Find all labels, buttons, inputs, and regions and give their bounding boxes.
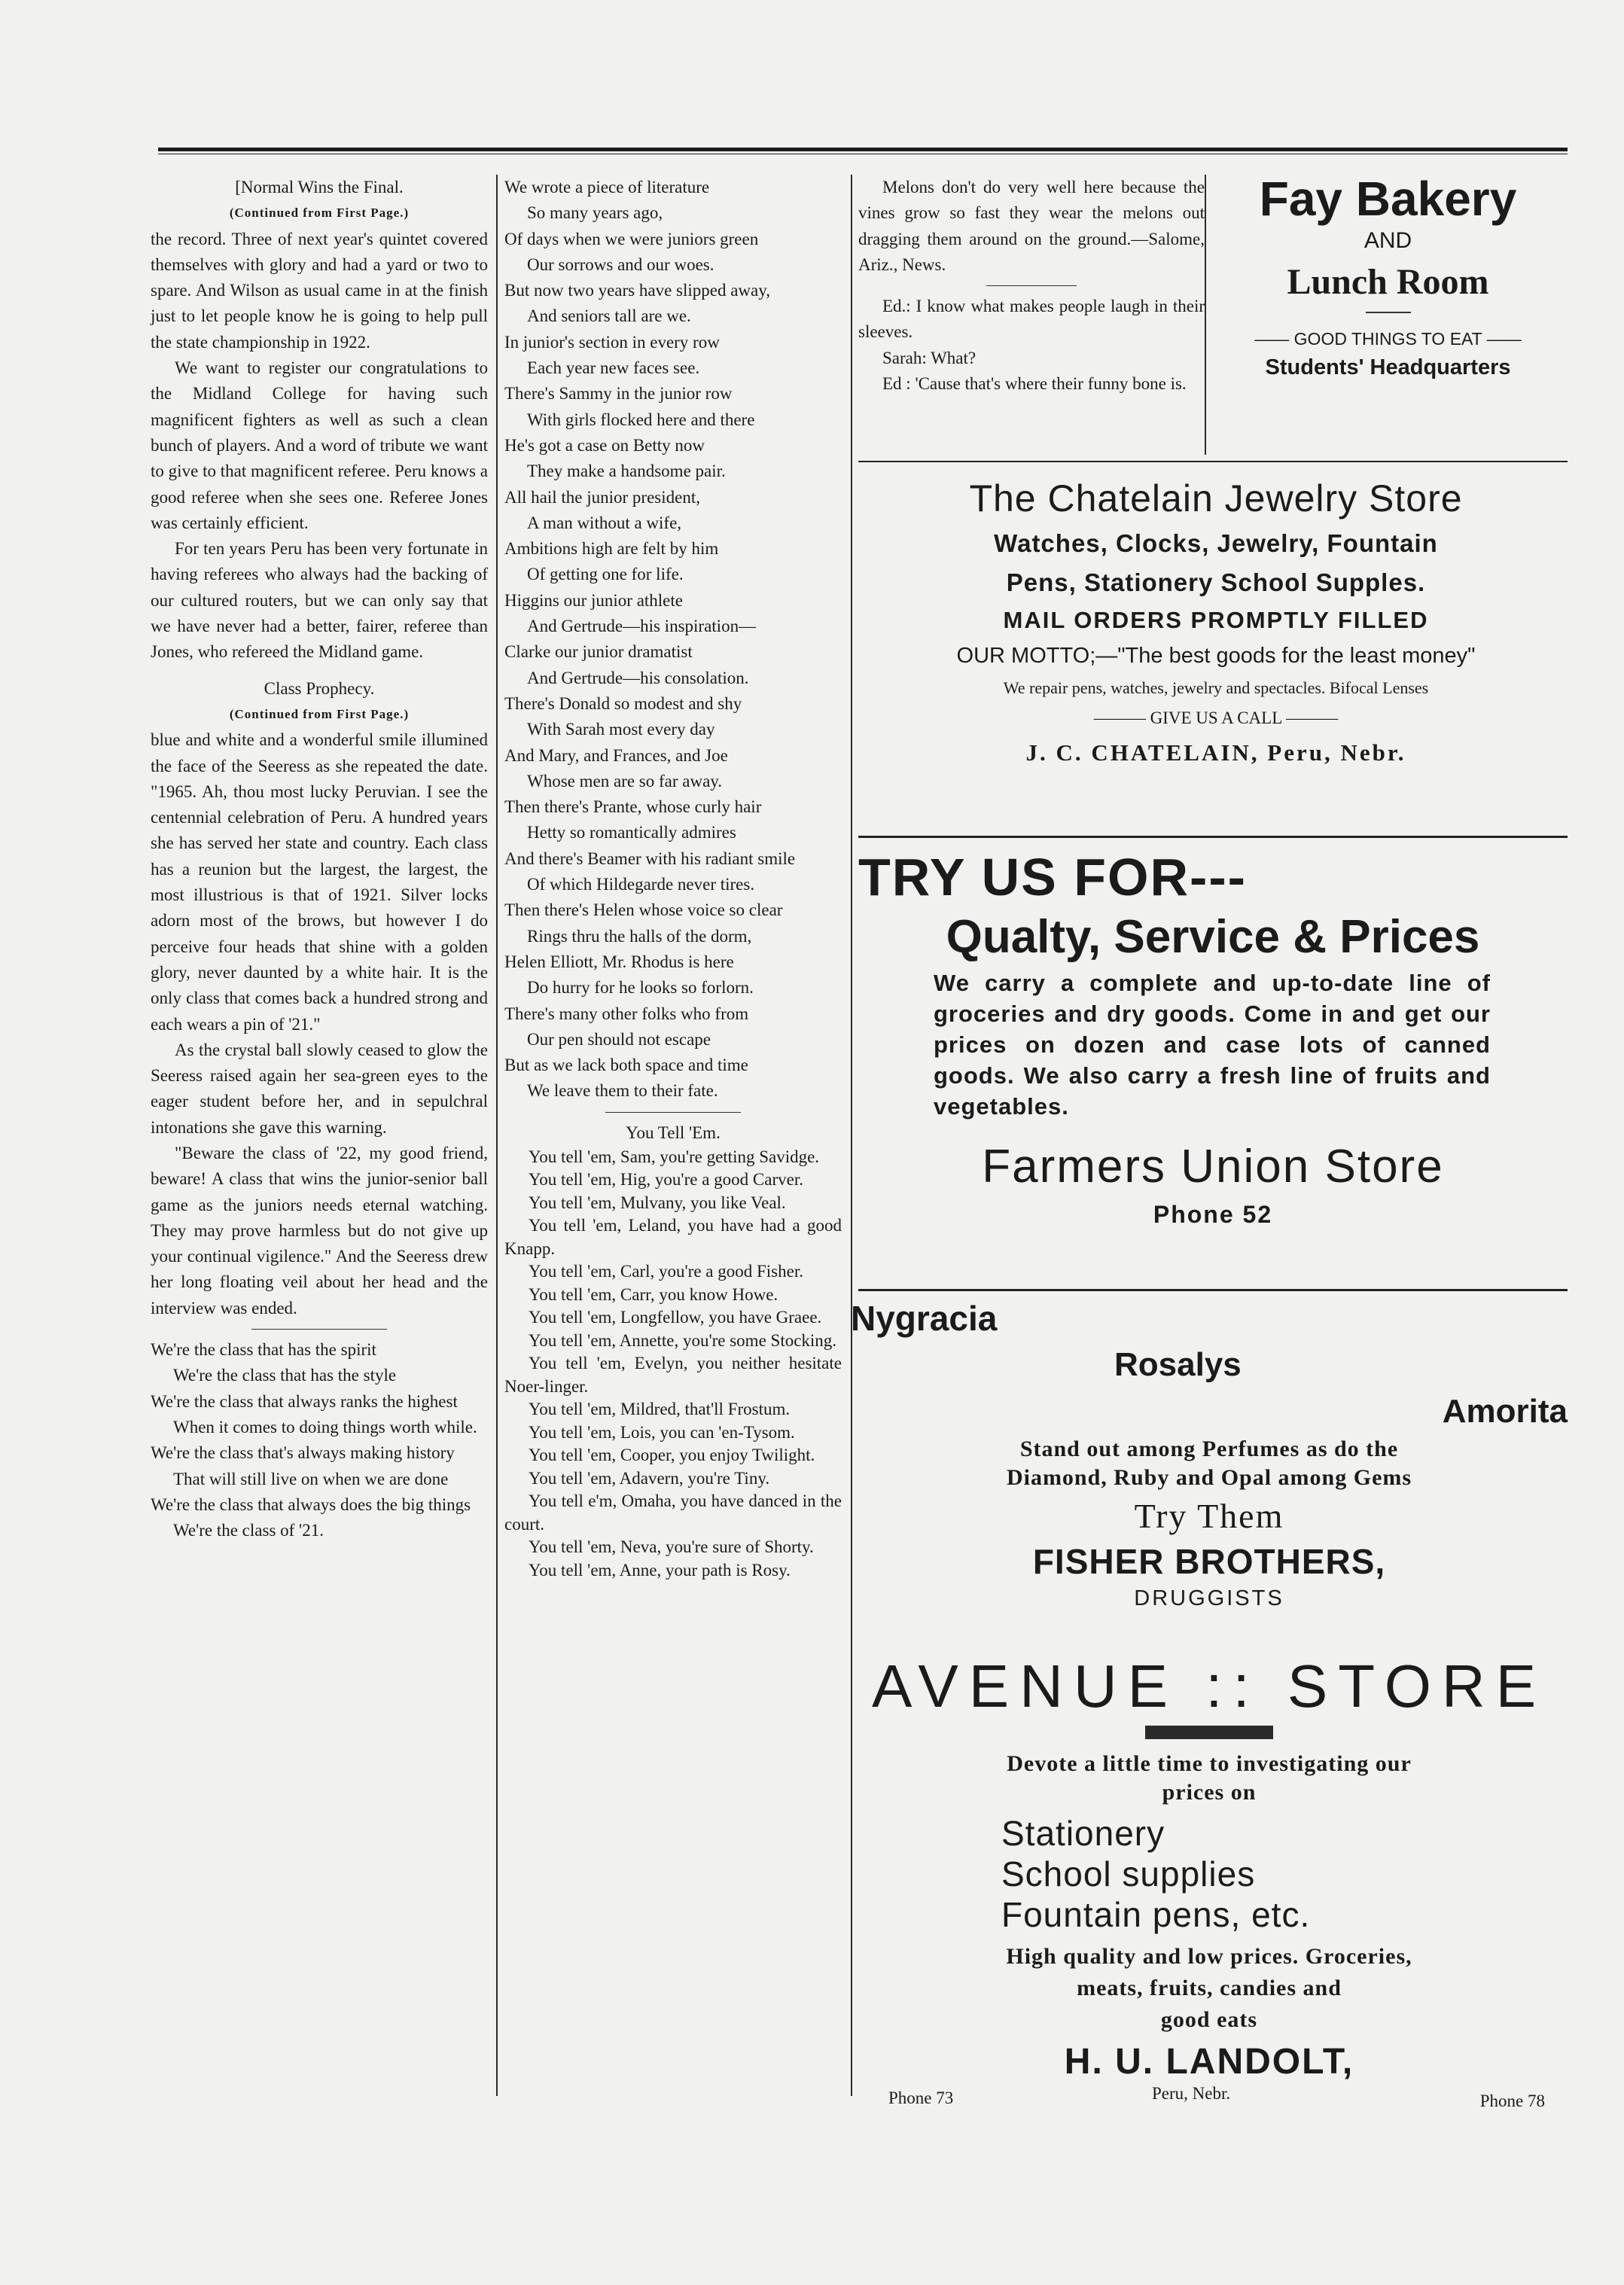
paragraph: For ten years Peru has been very fortunate in having referees who always had the backing of our cultured routers, but we can only say that we have never had a better, fairer, referee than Jones, who refereed the Midland game. — [151, 539, 488, 662]
perfume-rosalys: Rosalys — [1114, 1346, 1242, 1383]
fisher-name: FISHER BROTHERS, — [1032, 1542, 1386, 1581]
avenue-item: School supplies — [1001, 1854, 1256, 1894]
you-tell-em-line: You tell 'em, Mildred, that'll Frostum. — [529, 1400, 791, 1419]
avenue-item: Stationery — [1001, 1814, 1165, 1853]
fay-and: AND — [1363, 228, 1412, 253]
farmers-body: We carry a complete and up-to-date line of groceries and dry goods. Come in and get our prices on dozen and case lots of canned goods. We also carry a fresh line of fruits and vegetables. — [934, 970, 1491, 1120]
farmers-store-name: Farmers Union Store — [982, 1141, 1444, 1193]
fay-bakery-ad — [1208, 172, 1568, 382]
paragraph: blue and white and a wonderful smile illumined the face of the Seeress as she repeated the date. "1965. Ah, thou most lucky Peruvian. I see the centennial celebration of Peru. A hundred years she has served her state and country. Each class has a reunion but the largest, the largest, the most illustrious is that of 1921. Silver locks adorn most of the brows, but however I do perceive four heads that shine with a golden glory, never daunted by a white hair. It is the only class that comes back a hundred strong and each wears a pin of '21." — [151, 730, 488, 1034]
ad-rule — [858, 461, 1568, 462]
poem-line: We're the class of '21. — [173, 1521, 324, 1540]
poem-line: And seniors tall are we. — [527, 306, 691, 326]
perfume-nygracia: Nygracia — [851, 1299, 998, 1338]
fisher-druggists: DRUGGISTS — [1134, 1586, 1284, 1610]
poem-line: We leave them to their fate. — [527, 1081, 718, 1101]
poem-line: Higgins our junior athlete — [504, 590, 683, 610]
article-title-you-tell-em: You Tell 'Em. — [626, 1123, 721, 1142]
paragraph: As the crystal ball slowly ceased to glow the Seeress raised again her sea-green eyes to the eager student before her, and in sepulchral intonations she gave this warning. — [151, 1040, 488, 1137]
poem-line: There's many other folks who from — [504, 1004, 749, 1023]
avenue-phone-left: Phone 73 — [888, 2088, 954, 2107]
top-rule — [158, 148, 1568, 154]
dialog-line: Ed : 'Cause that's where their funny bone is. — [882, 374, 1187, 394]
poem-line: Rings thru the halls of the dorm, — [527, 926, 752, 946]
paragraph: We want to register our congratulations to the Midland College for having such magnificent fighters as well as such a clean bunch of players. And a word of tribute we want to give to that magnificent referee. Peru knows a good referee when she sees one. Referee Jones was certainly efficient. — [151, 358, 488, 532]
poem-line: There's Sammy in the junior row — [504, 384, 733, 404]
poem-line: Ambitions high are felt by him — [504, 539, 719, 559]
chatelain-call: ——— GIVE US A CALL ——— — [1093, 708, 1339, 727]
avenue-proprietor: H. U. LANDOLT, — [1064, 2042, 1354, 2082]
ad-rule — [858, 836, 1568, 838]
chatelain-jewelry-ad — [866, 473, 1566, 772]
poem-line: With girls flocked here and there — [527, 410, 755, 429]
poem-line: In junior's section in every row — [504, 332, 720, 352]
poem-line: They make a handsome pair. — [527, 462, 726, 481]
avenue-phone-right: Phone 78 — [1479, 2092, 1545, 2110]
poem-line: He's got a case on Betty now — [504, 435, 705, 455]
you-tell-em-line: You tell 'em, Longfellow, you have Graee. — [529, 1308, 822, 1327]
you-tell-em-line: You tell 'em, Anne, your path is Rosy. — [529, 1560, 791, 1580]
poem-line: Of which Hildegarde never tires. — [527, 875, 755, 894]
you-tell-em-line: You tell 'em, Carr, you know Howe. — [529, 1284, 778, 1304]
fay-good-things: —— GOOD THINGS TO EAT —— — [1254, 329, 1522, 349]
poem-line: And Gertrude—his consolation. — [527, 668, 749, 687]
you-tell-em-line: You tell e'm, Omaha, you have danced in the court. — [504, 1491, 842, 1534]
fisher-body-2: Diamond, Ruby and Opal among Gems — [1006, 1465, 1412, 1490]
fisher-brothers-ad — [851, 1295, 1568, 1614]
paragraph: the record. Three of next year's quintet covered themselves with glory and had a yard or two to spare. And Wilson as usual came in at the finish just to let people know he is going to help pull the state championship in 1922. — [151, 229, 488, 352]
you-tell-em-line: You tell 'em, Sam, you're getting Savidge. — [529, 1147, 820, 1166]
avenue-quality-2: meats, fruits, candies and — [1077, 1976, 1342, 2000]
ad-divider — [1205, 175, 1206, 455]
column-divider — [496, 175, 498, 2096]
farmers-union-ad — [858, 847, 1568, 1232]
you-tell-em-list — [504, 1146, 842, 1583]
avenue-quality-1: High quality and low prices. Groceries, — [1006, 1944, 1412, 1969]
ad-rule — [858, 1289, 1568, 1291]
poem-line: We're the class that always does the big things — [151, 1494, 471, 1514]
poem-line: So many years ago, — [527, 203, 663, 223]
poem-line: And Gertrude—his inspiration— — [527, 617, 757, 636]
chatelain-motto: OUR MOTTO;—"The best goods for the least money" — [956, 644, 1476, 668]
separator — [251, 1329, 387, 1330]
column-2 — [504, 175, 842, 1582]
perfume-amorita: Amorita — [1442, 1393, 1568, 1430]
paragraph: "Beware the class of '22, my good friend, beware! A class that wins the junior-senior ball game as the juniors needs eternal watching. They may prove harmless but do not give up your continual vigilence." And the Seeress drew her long floating veil about her head and the interview was ended. — [151, 1143, 488, 1318]
continued-note: (Continued from First Page.) — [229, 706, 410, 721]
you-tell-em-line: You tell 'em, Lois, you can 'en-Tysom. — [529, 1422, 795, 1442]
poem-line: Helen Elliott, Mr. Rhodus is here — [504, 952, 734, 971]
poem-line: Hetty so romantically admires — [527, 823, 736, 842]
poem-line: Our sorrows and our woes. — [527, 254, 714, 274]
poem-line: With Sarah most every day — [527, 720, 715, 739]
farmers-subtitle: Qualty, Service & Prices — [946, 911, 1480, 963]
poem-line: Do hurry for he looks so forlorn. — [527, 978, 754, 998]
poem-line: That will still live on when we are done — [173, 1469, 449, 1488]
melons-filler — [858, 175, 1205, 397]
you-tell-em-line: You tell 'em, Cooper, you enjoy Twilight. — [529, 1446, 815, 1465]
avenue-ornament — [1145, 1726, 1273, 1739]
poem-line: We're the class that has the style — [173, 1366, 397, 1385]
column-1 — [151, 175, 488, 1543]
poem-line: And Mary, and Frances, and Joe — [504, 745, 728, 765]
you-tell-em-line: You tell 'em, Adavern, you're Tiny. — [529, 1468, 770, 1488]
avenue-footer — [851, 2084, 1568, 2119]
avenue-items — [851, 1813, 1568, 1935]
chatelain-line-1: Watches, Clocks, Jewelry, Fountain — [994, 529, 1438, 557]
avenue-store-ad — [851, 1649, 1568, 2119]
you-tell-em-line: You tell 'em, Carl, you're a good Fisher. — [529, 1262, 803, 1281]
you-tell-em-line: You tell 'em, Hig, you're a good Carver. — [529, 1170, 803, 1190]
farmers-headline: TRY US FOR--- — [858, 848, 1247, 906]
avenue-item: Fountain pens, etc. — [1001, 1895, 1311, 1934]
poem-line: All hail the junior president, — [504, 487, 700, 507]
poem-line: But as we lack both space and time — [504, 1056, 748, 1075]
fisher-try-them: Try Them — [1134, 1497, 1284, 1535]
article-title-class-prophecy: Class Prophecy. — [264, 678, 375, 698]
fay-title: Fay Bakery — [1259, 172, 1517, 226]
article-title-normal-wins: [Normal Wins the Final. — [235, 178, 404, 197]
poem-line: A man without a wife, — [527, 513, 682, 532]
continued-note: (Continued from First Page.) — [229, 206, 410, 221]
poem-line: Clarke our junior dramatist — [504, 642, 693, 662]
separator — [986, 285, 1077, 286]
poem-line: We're the class that always ranks the highest — [151, 1391, 458, 1411]
you-tell-em-line: You tell 'em, Mulvany, you like Veal. — [529, 1193, 786, 1212]
poem-line: Then there's Prante, whose curly hair — [504, 797, 762, 817]
chatelain-signature: J. C. CHATELAIN, Peru, Nebr. — [1025, 739, 1406, 766]
poem-line: And there's Beamer with his radiant smile — [504, 848, 796, 868]
chatelain-call-text: GIVE US A CALL — [1150, 708, 1282, 727]
poem-line: Each year new faces see. — [527, 358, 700, 378]
you-tell-em-line: You tell 'em, Evelyn, you neither hesitate Noer-linger. — [504, 1354, 842, 1396]
poem-line: Of days when we were juniors green — [504, 229, 759, 248]
avenue-body-1: Devote a little time to investigating our — [1007, 1751, 1412, 1776]
poem-line: Then there's Helen whose voice so clear — [504, 900, 783, 920]
poem-line: When it comes to doing things worth while. — [173, 1417, 477, 1437]
you-tell-em-line: You tell 'em, Annette, you're some Stocking. — [529, 1330, 837, 1350]
junior-poem — [504, 175, 842, 1104]
fay-lunch: Lunch Room — [1287, 262, 1489, 302]
fay-good-text: GOOD THINGS TO EAT — [1293, 329, 1482, 349]
fisher-body-1: Stand out among Perfumes as do the — [1019, 1437, 1399, 1461]
avenue-quality-3: good eats — [1160, 2007, 1258, 2032]
poem-line: Our pen should not escape — [527, 1029, 711, 1049]
melons-text: Melons don't do very well here because the vines grow so fast they wear the melons out dragging them around on the ground.—Salome, Ariz., News. — [858, 178, 1205, 274]
avenue-title: AVENUE :: STORE — [871, 1653, 1547, 1720]
chatelain-line-2: Pens, Stationery School Supples. — [1006, 568, 1426, 596]
class-poem — [151, 1337, 488, 1543]
poem-line: We wrote a piece of literature — [504, 178, 710, 197]
chatelain-mail-orders: MAIL ORDERS PROMPTLY FILLED — [1003, 607, 1429, 633]
dialog-line: Sarah: What? — [882, 348, 977, 367]
poem-line: We're the class that has the spirit — [151, 1340, 376, 1360]
dialog-line: Ed.: I know what makes people laugh in their sleeves. — [858, 297, 1205, 342]
farmers-phone: Phone 52 — [1153, 1201, 1273, 1228]
avenue-body-2: prices on — [1162, 1780, 1257, 1805]
avenue-town: Peru, Nebr. — [1152, 2084, 1231, 2103]
fay-headquarters: Students' Headquarters — [1265, 355, 1511, 379]
poem-line: But now two years have slipped away, — [504, 281, 771, 300]
poem-line: Of getting one for life. — [527, 565, 684, 584]
chatelain-repair: We repair pens, watches, jewelry and spectacles. Bifocal Lenses — [1003, 678, 1429, 697]
you-tell-em-line: You tell 'em, Neva, you're sure of Shorty. — [529, 1537, 814, 1557]
poem-line: We're the class that's always making history — [151, 1443, 455, 1463]
you-tell-em-line: You tell 'em, Leland, you have had a good Knapp. — [504, 1216, 842, 1258]
fay-dash — [1366, 312, 1411, 313]
chatelain-title: The Chatelain Jewelry Store — [969, 477, 1463, 519]
separator — [605, 1112, 741, 1113]
poem-line: There's Donald so modest and shy — [504, 693, 742, 713]
poem-line: Whose men are so far away. — [527, 771, 723, 791]
